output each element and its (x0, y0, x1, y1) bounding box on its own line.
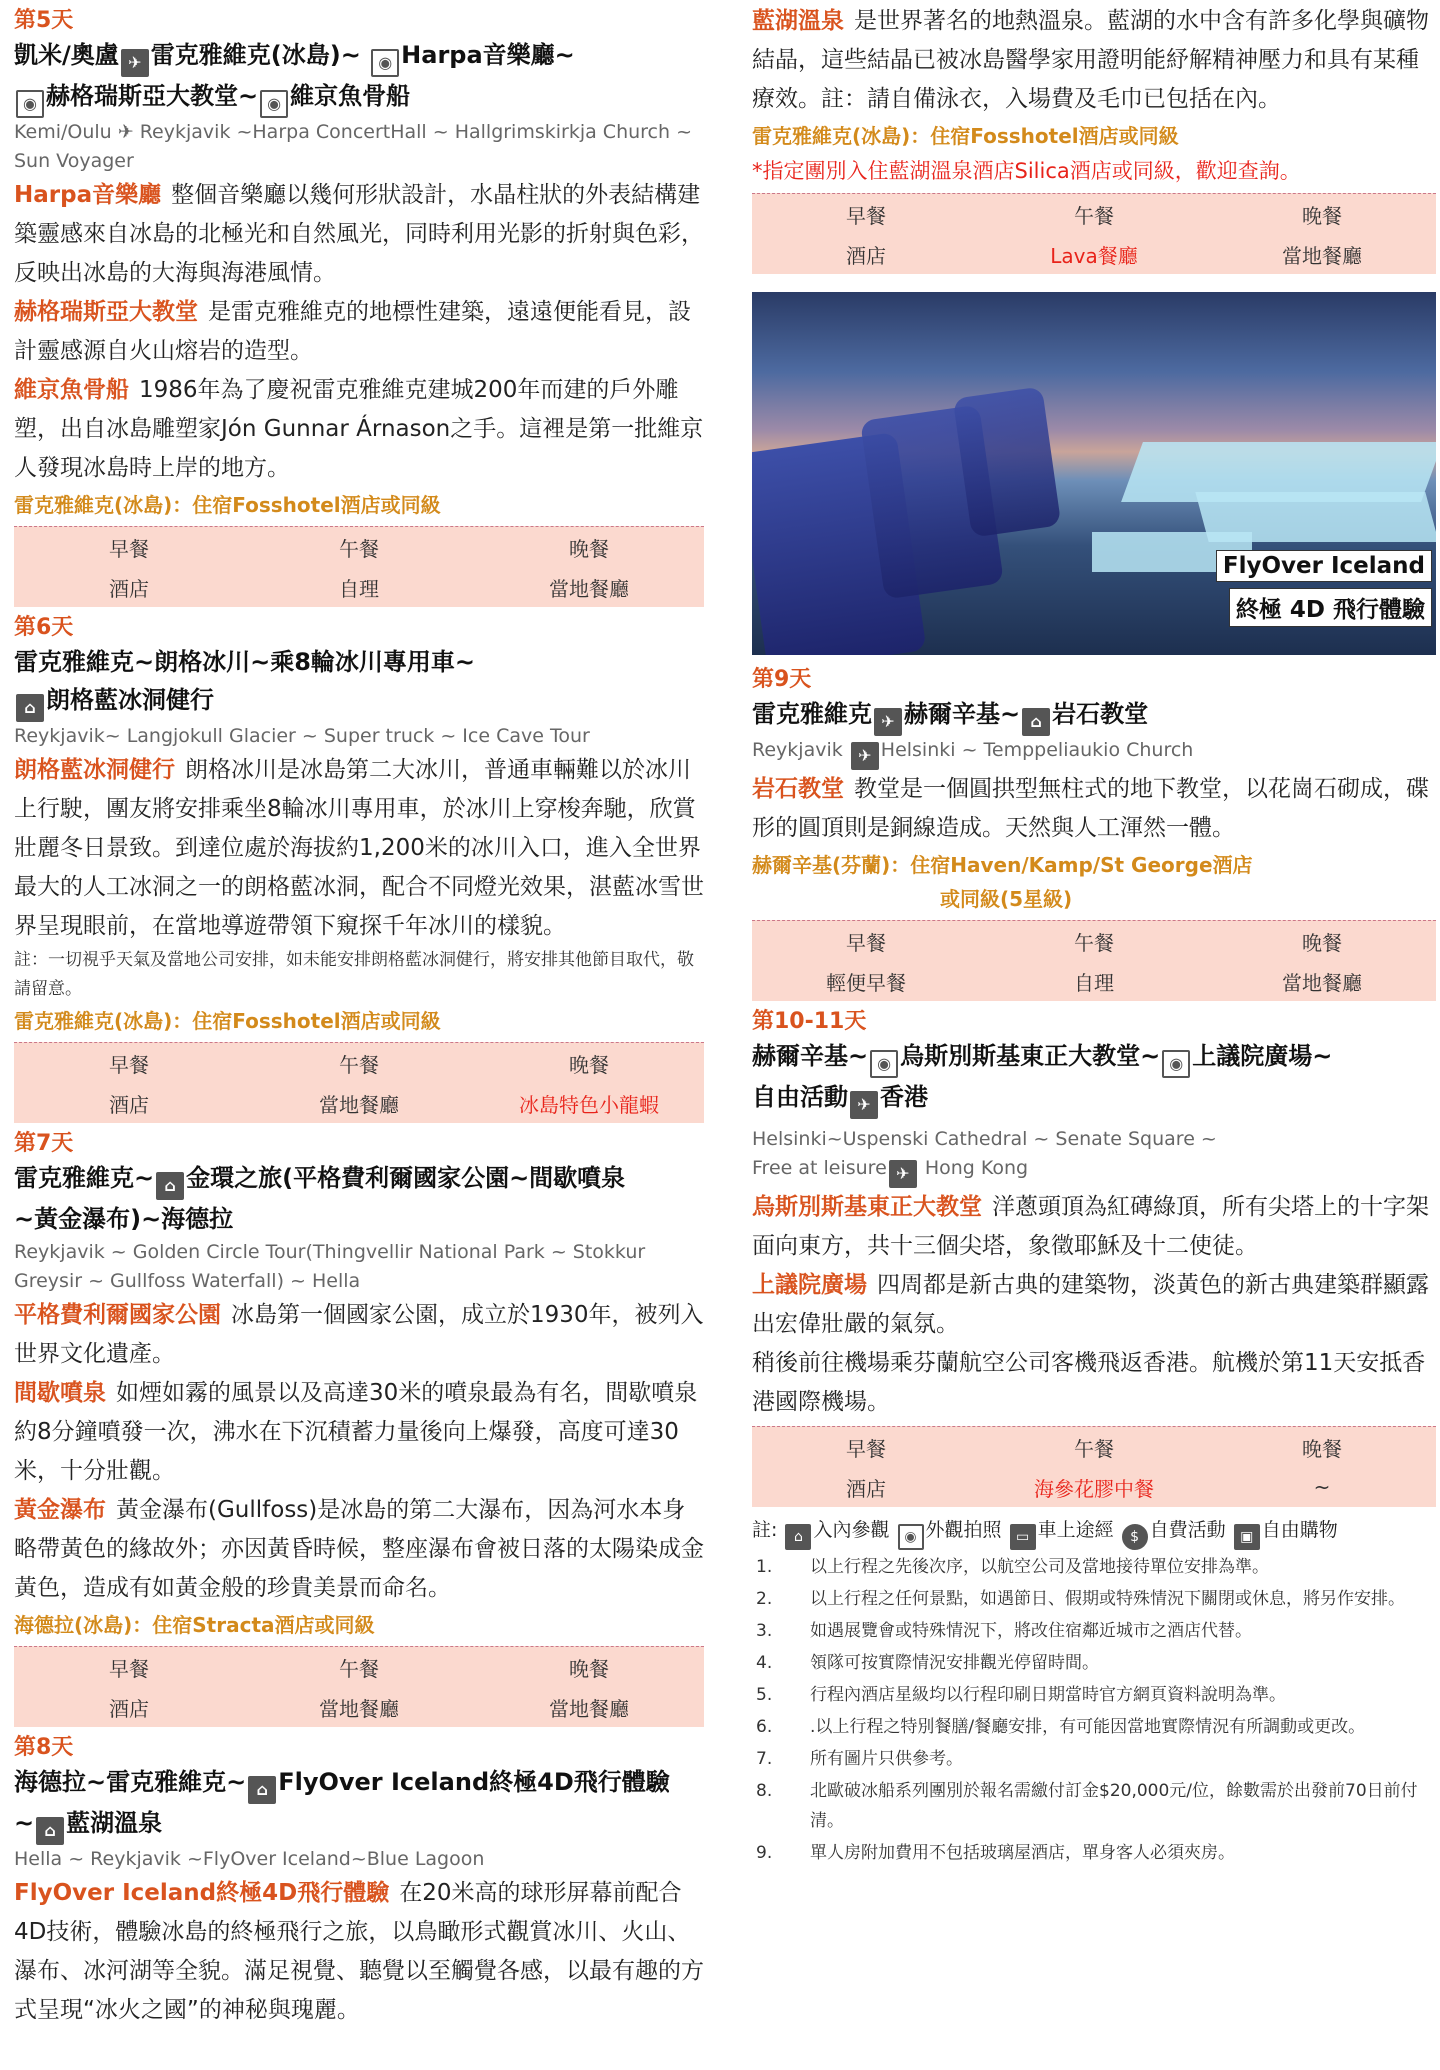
day-subtitle: Kemi/Oulu ✈ Reykjavik ~Harpa ConcertHall ~ Hallgrimskirkja Church ~ Sun Voyager (14, 121, 692, 172)
camera-icon: ◉ (870, 1050, 898, 1078)
meal-table: 早餐 午餐 晚餐 酒店 當地餐廳 當地餐廳 (14, 1646, 704, 1727)
house-icon: ⌂ (248, 1776, 276, 1804)
day-label: 第9天 (752, 667, 812, 692)
house-icon: ⌂ (1022, 708, 1050, 736)
day7-section (14, 1129, 704, 1727)
day6-section (14, 613, 704, 1123)
house-icon: ⌂ (36, 1817, 64, 1845)
paragraph: 黃金瀑布 黃金瀑布(Gullfoss)是冰島的第二大瀑布，因為河水本身略帶黃色的緣故外；亦因黃昏時候，整座瀑布會被日落的太陽染成金黃色，造成有如黃金般的珍貴美景而命名。 (14, 1497, 704, 1601)
notes-list (752, 1552, 1436, 1868)
plane-icon: ✈ (874, 708, 902, 736)
plane-icon: ✈ (850, 1091, 878, 1119)
note-item: 8. 北歐破冰船系列團別於報名需繳付訂金$20,000元/位，餘數需於出發前70日前付清。 (756, 1781, 1418, 1831)
day-title: 海德拉~雷克雅維克~ ⌂ FlyOver Iceland終極4D飛行體驗 (14, 1763, 704, 1804)
paragraph: 藍湖溫泉 是世界著名的地熱溫泉。藍湖的水中含有許多化學與礦物結晶，這些結晶已被冰島醫學家用證明能紓解精神壓力和具有某種療效。註：請自備泳衣，入場費及毛巾已包括在內。 (752, 8, 1429, 112)
day9-section (752, 665, 1436, 1001)
paragraph: 烏斯別斯基東正大教堂 洋蔥頭頂為紅磚綠頂，所有尖塔上的十字架面向東方，共十三個尖塔，象徵耶穌及十二使徒。 (752, 1194, 1429, 1259)
photo-caption: FlyOver Iceland (1216, 550, 1432, 582)
day-title-line2: ◉ 赫格瑞斯亞大教堂~ ◉ 維京魚骨船 (14, 77, 704, 118)
day-title: 雷克雅維克~ ⌂ 金環之旅(平格費利爾國家公園~間歇噴泉 (14, 1159, 704, 1200)
meal-table: 早餐 午餐 晚餐 輕便早餐 自理 當地餐廳 (752, 920, 1436, 1001)
hotel-info: 或同級(5星級) (940, 887, 1073, 911)
note-item: 1. 以上行程之先後次序，以航空公司及當地接待單位安排為準。 (756, 1557, 1269, 1577)
paragraph: 間歇噴泉 如煙如霧的風景以及高達30米的噴泉最為有名，間歇噴泉約8分鐘噴發一次，沸水在下沉積蓄力量後向上爆發，高度可達30米，十分壯觀。 (14, 1380, 698, 1484)
icon-legend: 註: ⌂ 入內參觀 ◉ 外觀拍照 ▭ 車上途經 $ 自費活動 ▣ 自由購物 (752, 1513, 1436, 1550)
hotel-info: 雷克雅維克(冰島)：住宿Fosshotel酒店或同級 (14, 1009, 441, 1033)
paragraph: 上議院廣場 四周都是新古典的建築物，淡黃色的新古典建築群顯露出宏偉壯嚴的氣氛。 (752, 1272, 1429, 1337)
day-label: 第10-11天 (752, 1009, 867, 1034)
meal-table: 早餐 午餐 晚餐 酒店 海參花膠中餐 ~ (752, 1426, 1436, 1507)
day-title-line2: ~黃金瀑布)~海德拉 (14, 1205, 234, 1233)
note-item: 9. 單人房附加費用不包括玻璃屋酒店，單身客人必須夾房。 (756, 1843, 1235, 1863)
left-column (14, 0, 704, 2030)
day-title-line2: ~ ⌂ 藍湖溫泉 (14, 1804, 704, 1845)
meal-table: 早餐 午餐 晚餐 酒店 Lava餐廳 當地餐廳 (752, 193, 1436, 274)
paragraph: FlyOver Iceland終極4D飛行體驗 在20米高的球形屏幕前配合4D技術，體驗冰島的終極飛行之旅，以鳥瞰形式觀賞冰川、火山、瀑布、冰河湖等全貌。滿足視覺、聽覺以至觸覺各感，以最有趣的方式呈現“冰火之國”的神秘與瑰麗。 (14, 1880, 704, 2023)
photo-caption: 終極 4D 飛行體驗 (1229, 588, 1432, 627)
camera-icon: ◉ (16, 90, 44, 118)
meal-table: 早餐 午餐 晚餐 酒店 自理 當地餐廳 (14, 526, 704, 607)
hotel-info: 海德拉(冰島)：住宿Stracta酒店或同級 (14, 1613, 375, 1637)
day5-section (14, 6, 704, 607)
camera-icon: ◉ (898, 1524, 924, 1550)
flyover-photo (752, 292, 1436, 655)
bus-icon: ▭ (1010, 1524, 1036, 1550)
day8-continued (752, 2, 1436, 655)
day-subtitle: Free at leisure ✈ Hong Kong (752, 1154, 1436, 1188)
right-column (752, 0, 1436, 1870)
day-title: 雷克雅維克~朗格冰川~乘8輪冰川專用車~ (14, 648, 476, 676)
paragraph: 稍後前往機場乘芬蘭航空公司客機飛返香港。航機於第11天安抵香港國際機場。 (752, 1350, 1426, 1415)
day-title: 雷克雅維克 ✈ 赫爾辛基~ ⌂ 岩石教堂 (752, 695, 1436, 736)
paragraph: 平格費利爾國家公園 冰島第一個國家公園，成立於1930年，被列入世界文化遺產。 (14, 1302, 704, 1367)
day-title: 凱米/奧盧 ✈ 雷克雅維克(冰島)~ ◉ Harpa音樂廳~ (14, 36, 704, 77)
paragraph: 朗格藍冰洞健行 朗格冰川是冰島第二大冰川，普通車輛難以於冰川上行駛，團友將安排乘坐8輪冰川專用車，於冰川上穿梭奔馳，欣賞壯麗冬日景致。到達位處於海拔約1,200米的冰川入口，進入全世界最大的人工冰洞之一的朗格藍冰洞，配合不同燈光效果，湛藍冰雪世界呈現眼前，在當地導遊帶領下窺探千年冰川的樣貌。 (14, 757, 704, 939)
note-item: 6. .以上行程之特別餐膳/餐廳安排，有可能因當地實際情況有所調動或更改。 (756, 1717, 1366, 1737)
day-title: 赫爾辛基~ ◉ 烏斯別斯基東正大教堂~ ◉ 上議院廣場~ (752, 1037, 1436, 1078)
day-subtitle: Reykjavik ✈ Helsinki ~ Temppeliaukio Church (752, 736, 1436, 770)
house-icon: ⌂ (16, 694, 44, 722)
day-subtitle: Reykjavik ~ Golden Circle Tour(Thingvellir National Park ~ Stokkur Greysir ~ Gullfoss Waterfall) ~ Hella (14, 1241, 646, 1292)
camera-icon: ◉ (371, 49, 399, 77)
house-icon: ⌂ (156, 1172, 184, 1200)
plane-icon: ✈ (851, 742, 879, 770)
day-subtitle: Helsinki~Uspenski Cathedral ~ Senate Square ~ (752, 1128, 1217, 1150)
day-title-line2: 自由活動 ✈ 香港 (752, 1078, 1436, 1119)
meal-table: 早餐 午餐 晚餐 酒店 當地餐廳 冰島特色小龍蝦 (14, 1042, 704, 1123)
remark: 註：一切視乎天氣及當地公司安排，如未能安排朗格藍冰洞健行，將安排其他節目取代，敬請留意。 (14, 950, 694, 999)
day-label: 第5天 (14, 8, 74, 33)
day-label: 第6天 (14, 615, 74, 640)
house-icon: ⌂ (785, 1524, 811, 1550)
note-item: 5. 行程內酒店星級均以行程印刷日期當時官方網頁資料說明為準。 (756, 1685, 1286, 1705)
plane-icon: ✈ (889, 1160, 917, 1188)
note-item: 2. 以上行程之任何景點，如遇節日、假期或特殊情況下關閉或休息，將另作安排。 (756, 1589, 1405, 1609)
warning-note: *指定團別入住藍湖溫泉酒店Silica酒店或同級，歡迎查詢。 (752, 159, 1301, 183)
hotel-info: 雷克雅維克(冰島)：住宿Fosshotel酒店或同級 (752, 124, 1179, 148)
paragraph: Harpa音樂廳 整個音樂廳以幾何形狀設計，水晶柱狀的外表結構建築靈感來自冰島的北極光和自然風光，同時利用光影的折射與色彩，反映出冰島的大海與海港風情。 (14, 182, 704, 286)
note-item: 7. 所有圖片只供參考。 (756, 1749, 963, 1769)
day10-section (752, 1007, 1436, 1507)
day-subtitle: Hella ~ Reykjavik ~FlyOver Iceland~Blue Lagoon (14, 1848, 485, 1870)
paragraph: 維京魚骨船 1986年為了慶祝雷克雅維克建城200年而建的戶外雕塑，出自冰島雕塑家Jón Gunnar Árnason之手。這裡是第一批維京人發現冰島時上岸的地方。 (14, 377, 704, 481)
day-title-line2: ⌂ 朗格藍冰洞健行 (14, 681, 704, 722)
day8-section (14, 1733, 704, 2030)
day-subtitle: Reykjavik~ Langjokull Glacier ~ Super truck ~ Ice Cave Tour (14, 725, 590, 747)
camera-icon: ◉ (1162, 1050, 1190, 1078)
day-label: 第8天 (14, 1735, 74, 1760)
money-icon: $ (1122, 1524, 1148, 1550)
hotel-info: 雷克雅維克(冰島)：住宿Fosshotel酒店或同級 (14, 493, 441, 517)
note-item: 4. 領隊可按實際情況安排觀光停留時間。 (756, 1653, 1099, 1673)
plane-icon: ✈ (121, 49, 149, 77)
camera-icon: ◉ (260, 90, 288, 118)
shopping-bag-icon: ▣ (1234, 1524, 1260, 1550)
seat (953, 386, 1062, 537)
day-label: 第7天 (14, 1131, 74, 1156)
paragraph: 赫格瑞斯亞大教堂 是雷克雅維克的地標性建築，遠遠便能看見，設計靈感源自火山熔岩的造型。 (14, 299, 691, 364)
note-item: 3. 如遇展覽會或特殊情況下，將改住宿鄰近城市之酒店代替。 (756, 1621, 1252, 1641)
paragraph: 岩石教堂 教堂是一個圓拱型無柱式的地下教堂，以花崗石砌成，碟形的圓頂則是銅線造成。天然與人工渾然一體。 (752, 776, 1429, 841)
hotel-info: 赫爾辛基(芬蘭)：住宿Haven/Kamp/St George酒店 (752, 853, 1253, 877)
